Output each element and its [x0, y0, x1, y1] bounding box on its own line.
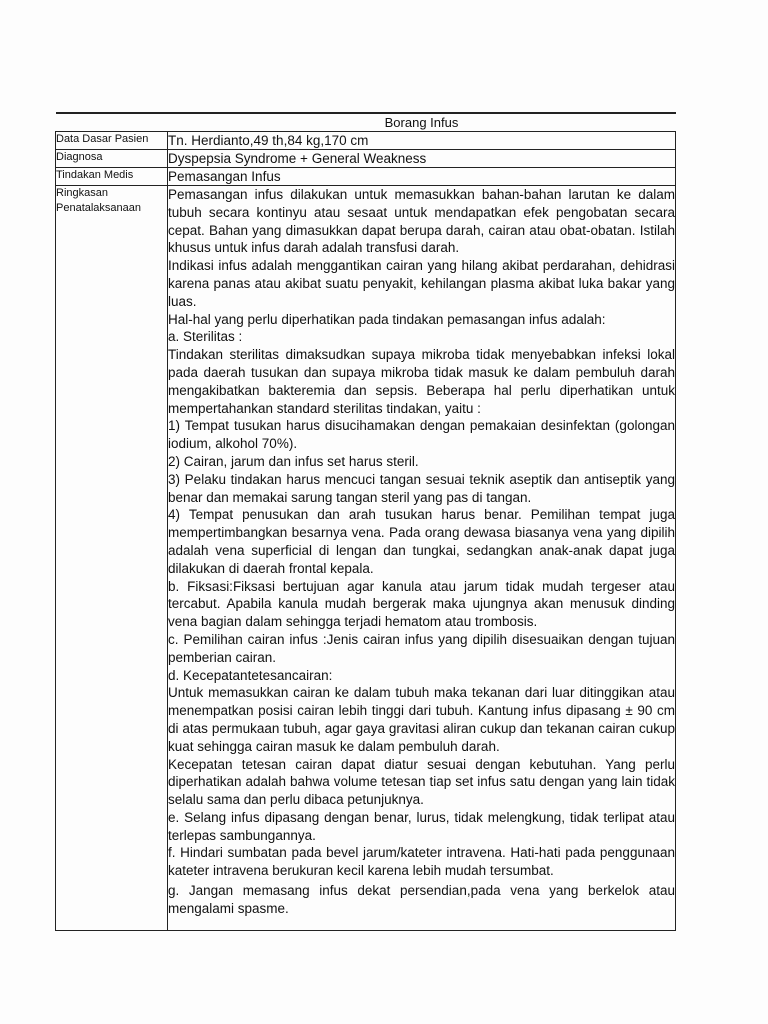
paragraph-fluid-choice: c. Pemilihan cairan infus :Jenis cairan infus yang dipilih disesuaikan dengan tujuan pemberian cairan. — [168, 631, 675, 665]
form-title: Borang Infus — [168, 113, 676, 132]
paragraph-fixation: b. Fiksasi:Fiksasi bertujuan agar kanula atau jarum tidak mudah tergeser atau tercabut. Apabila kanula mudah bergerak maka ujungnya akan menusuk dinding vena bagian dalam sehingga terjadi hematom atau trombosis. — [168, 578, 675, 630]
paragraph-considerations: Hal-hal yang perlu diperhatikan pada tindakan pemasangan infus adalah: — [168, 311, 606, 327]
medical-action-row — [56, 168, 676, 186]
paragraph-drip-speed: Kecepatan tetesan cairan dapat diatur sesuai dengan kebutuhan. Yang perlu diperhatikan adalah bahwa volume tetesan tiap set infus satu dengan yang lain tidak selalu sama dan perlu dibaca petunjuknya. — [168, 756, 675, 808]
paragraph-blockage: f. Hindari sumbatan pada bevel jarum/kateter intravena. Hati-hati pada penggunaan kateter intravena berukuran kecil karena lebih mudah tersumbat. — [168, 845, 675, 879]
paragraph-tubing: e. Selang infus dipasang dengan benar, lurus, tidak melengkung, tidak terlipat atau terlepas sambungannya. — [168, 809, 675, 843]
patient-data-label: Data Dasar Pasien — [56, 132, 168, 150]
medical-action-label: Tindakan Medis — [56, 168, 168, 186]
patient-data-row — [56, 132, 676, 150]
summary-body — [168, 186, 676, 931]
summary-label — [56, 186, 168, 931]
patient-data-value: Tn. Herdianto,49 th,84 kg,170 cm — [168, 132, 676, 150]
summary-label-line-1: Ringkasan — [56, 187, 108, 199]
form-header-row — [56, 113, 676, 132]
paragraph-drip-pressure: Untuk memasukkan cairan ke dalam tubuh maka tekanan dari luar ditinggikan atau menempatkan posisi cairan lebih tinggi dari tubuh. Kantung infus dipasang ± 90 cm di atas permukaan tubuh, agar gaya gravitasi aliran cukup dan tekanan cairan cukup kuat sehingga cairan masuk ke dalam pembuluh darah. — [168, 685, 675, 754]
heading-sterility: a. Sterilitas : — [168, 329, 243, 345]
paragraph-intro: Pemasangan infus dilakukan untuk memasukkan bahan-bahan larutan ke dalam tubuh secara kontinyu atau sesaat untuk mendapatkan efek pengobatan secara cepat. Bahan yang dimasukkan dapat berupa darah, cairan atau obat-obatan. Istilah khusus untuk infus darah adalah transfusi darah. — [168, 187, 675, 256]
paragraph-sterility: Tindakan sterilitas dimaksudkan supaya mikroba tidak menyebabkan infeksi lokal pada daerah tusukan dan supaya mikroba tidak masuk ke dalam pembuluh darah mengakibatkan bakteremia dan sepsis. Beberapa hal perlu diperhatikan untuk mempertahankan standard sterilitas tindakan, yaitu : — [168, 347, 675, 416]
diagnosis-value: Dyspepsia Syndrome + General Weakness — [168, 150, 676, 168]
medical-action-value: Pemasangan Infus — [168, 168, 676, 186]
paragraph-joints: g. Jangan memasang infus dekat persendian,pada vena yang berkelok atau mengalami spasme. — [168, 883, 675, 916]
paragraph-indication: Indikasi infus adalah menggantikan cairan yang hilang akibat perdarahan, dehidrasi karena panas atau akibat suatu penyakit, kehilangan plasma akibat luka bakar yang luas. — [168, 258, 675, 309]
summary-label-line-2: Penatalaksanaan — [56, 202, 142, 214]
infusion-form-table — [55, 112, 676, 931]
sterility-item-4: 4) Tempat penusukan dan arah tusukan harus benar. Pemilihan tempat juga mempertimbangkan besarnya vena. Pada orang dewasa biasanya vena yang dipilih adalah vena superficial di lengan dan tungkai, sedangkan anak-anak dapat juga dilakukan di daerah frontal kepala. — [168, 507, 675, 576]
sterility-item-2: 2) Cairan, jarum dan infus set harus steril. — [168, 453, 419, 469]
summary-row — [56, 186, 676, 931]
diagnosis-row — [56, 150, 676, 168]
sterility-item-1: 1) Tempat tusukan harus disucihamakan dengan pemakaian desinfektan (golongan iodium, alkohol 70%). — [168, 418, 675, 452]
sterility-item-3: 3) Pelaku tindakan harus mencuci tangan sesuai teknik aseptik dan antiseptik yang benar dan memakai sarung tangan steril yang pas di tangan. — [168, 471, 675, 505]
heading-drip-rate: d. Kecepatantetesancairan: — [168, 667, 333, 683]
diagnosis-label: Diagnosa — [56, 150, 168, 168]
